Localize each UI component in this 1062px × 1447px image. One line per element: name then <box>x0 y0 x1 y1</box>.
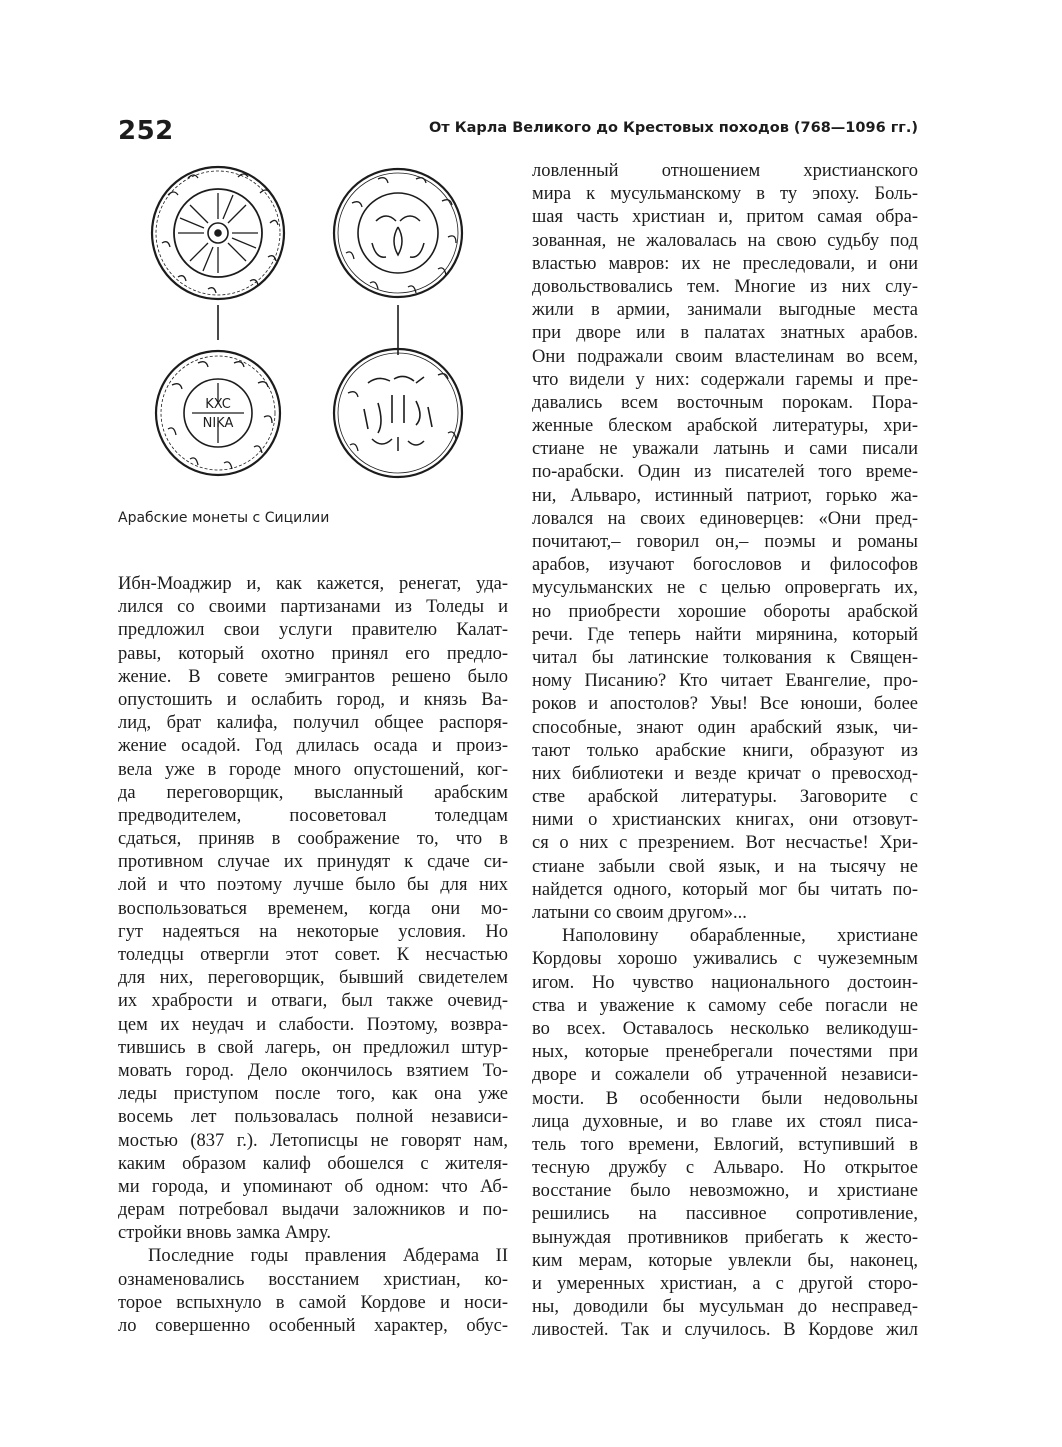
text-line: них библиотеки и везде кричат о превосход- <box>532 763 918 784</box>
text-line: вынуждая противников прибегать к жесто- <box>532 1227 918 1248</box>
text-line: восемь лет пользовалась полной независи- <box>118 1107 508 1128</box>
text-line: Они подражали своим властелинам во всем, <box>532 346 918 367</box>
text-line: женные блеском арабской литературы, хри- <box>532 416 918 437</box>
text-line: толедцы отвергли этот совет. К несчастью <box>118 945 508 965</box>
text-line: противном случае их принудят к сдаче си- <box>118 852 508 873</box>
text-line: цем их неудач и слабости. Поэтому, возвра- <box>118 1014 508 1035</box>
text-line: ся о них с презрением. Вот несчастье! Хри- <box>532 833 918 854</box>
text-line: способные, знают один арабский язык, чи- <box>532 717 918 738</box>
text-line: Ибн-Моаджир и, как кажется, ренегат, уда- <box>118 574 508 594</box>
coin-top-right <box>334 169 462 297</box>
coin-bottom-left <box>156 351 280 475</box>
text-line: жение. В совете эмигрантов решено было <box>118 666 508 687</box>
text-line: читал бы латинские толкования к Священ- <box>532 647 918 668</box>
text-line: ми города, и упоминают об одном: что Аб- <box>118 1176 508 1197</box>
text-line: игом. Но чувство национального достоин- <box>532 972 918 993</box>
text-line: мовать город. Дело окончилось взятием То- <box>118 1060 508 1081</box>
text-line: зованная, не жаловалась на свою судьбу под <box>532 230 918 251</box>
figure-caption: Арабские монеты с Сицилии <box>118 510 330 526</box>
text-line: довольствовались тем. Многие из них слу- <box>532 276 918 297</box>
text-line: во всех. Оставалось несколько великодуш- <box>532 1018 918 1039</box>
text-line: жили в армии, занимали выгодные места <box>532 300 918 321</box>
text-line: тившись в свой лагерь, он предложил штур- <box>118 1037 508 1058</box>
text-line: ловался на своих единоверцев: «Они пред- <box>532 508 918 529</box>
text-line: и умеренных христиан, а с другой сторо- <box>532 1274 918 1294</box>
coin-bottom-right <box>334 349 462 477</box>
text-line: опустошить и ослабить город, и князь Ва- <box>118 689 508 710</box>
text-line: Кордовы хорошо уживались с чужеземным <box>532 949 918 970</box>
text-line: ных, которые пренебрегали почестями при <box>532 1042 918 1063</box>
text-line: по-арабски. Один из писателей того време- <box>532 462 918 483</box>
text-line: ловленный отношением христианского <box>532 161 918 181</box>
text-line: равы, который охотно принял его предло- <box>118 643 508 664</box>
text-line: Наполовину обарабленные, христиане <box>562 926 918 947</box>
right-text-column <box>532 160 918 1343</box>
text-line: но приобрести хорошие обороты арабской <box>532 601 918 622</box>
coins-illustration <box>118 155 508 500</box>
text-line: стройки вновь замка Амру. <box>118 1223 331 1244</box>
text-line: для них, переговорщик, бывший свидетелем <box>118 968 508 989</box>
text-line: латыни со своим другом»... <box>532 903 747 923</box>
text-line: лой и что поэтому лучше было бы для них <box>118 875 508 896</box>
left-text-column <box>118 573 508 1338</box>
text-line: дворе и сожалели об утраченной независи- <box>532 1065 918 1086</box>
text-line: торое вспыхнуло в самой Кордове и носи- <box>118 1292 508 1313</box>
text-line: жение осадой. Год длилась осада и произ- <box>118 736 508 757</box>
text-line: речи. Где теперь найти мирянина, который <box>532 624 918 645</box>
text-line: предводителем, посоветовал толедцам <box>118 805 508 826</box>
text-line: властью мавров: их не преследовали, и они <box>532 253 918 274</box>
text-line: ному Писанию? Кто читает Евангелие, про- <box>532 671 918 692</box>
text-line: мира к мусульманскому в ту эпоху. Боль- <box>532 184 918 205</box>
text-line: ны, доводили бы мусульман до несправед- <box>532 1297 918 1318</box>
text-line: стиане забыли свой язык, и на тысячу не <box>532 856 918 877</box>
text-line: ни, Альваро, истинный патриот, горько жа- <box>532 485 918 506</box>
running-title: От Карла Великого до Крестовых походов (768—1096 гг.) <box>428 120 918 136</box>
text-line: да переговорщик, высланный арабским <box>118 782 508 803</box>
text-line: тесную дружбу с Альваро. Но открытое <box>532 1158 918 1179</box>
page-number: 252 <box>118 116 174 146</box>
coin-top-left <box>152 167 284 299</box>
text-line: роков и апостолов? Увы! Все юноши, более <box>532 694 918 715</box>
text-line: леды приступом после того, как она уже <box>118 1084 508 1105</box>
text-line: лица духовные, и во главе их стоял писа- <box>532 1111 918 1132</box>
text-line: гут надеяться на некоторые условия. Но <box>118 921 508 942</box>
text-line: ства и уважение к самому себе погасли не <box>532 995 918 1016</box>
text-line: ними о христианских книгах, они отзовут- <box>532 810 918 831</box>
text-line: мостью (837 г.). Летописцы не говорят нам, <box>118 1130 508 1151</box>
text-line: тают только арабские книги, образуют из <box>532 740 918 761</box>
text-line: восстание было невозможно, и христиане <box>532 1181 918 1202</box>
text-line: стиане не уважали латынь и сами писали <box>532 439 918 460</box>
text-line: найдется одного, который мог бы читать по- <box>532 879 918 900</box>
text-line: ливостей. Так и случилось. В Кордове жил <box>532 1320 918 1341</box>
text-line: ким мерам, которые увлекли бы, наконец, <box>532 1250 918 1271</box>
text-line: вела уже в городе много опустошений, ког- <box>118 759 508 780</box>
text-line: их храбрости и отваги, был также очевид- <box>118 991 508 1012</box>
text-line: что видели у них: содержали гаремы и пре- <box>532 369 918 390</box>
text-line: тель того времени, Евлогий, вступивший в <box>532 1134 918 1155</box>
coin-inscription-bottom: NIKA <box>202 416 234 431</box>
text-line: мусульманских не с целью опровергать их, <box>532 578 918 599</box>
text-line: воспользоваться временем, когда они мо- <box>118 898 508 919</box>
text-line: Последние годы правления Абдерама II <box>148 1246 508 1267</box>
text-line: почитают,– говорил он,– поэмы и романы <box>532 532 918 552</box>
text-line: при дворе или в палатах знатных арабов. <box>532 323 918 344</box>
text-line: сдаться, приняв в соображение то, что в <box>118 829 508 850</box>
text-line: шая часть христиан и, притом самая обра- <box>532 207 918 228</box>
text-line: стве арабской литературы. Заговорите с <box>532 787 918 808</box>
coin-inscription-top: KXC <box>205 397 231 412</box>
text-line: ло совершенно особенный характер, обус- <box>118 1316 508 1336</box>
text-line: арабов, изучают богословов и философов <box>532 555 918 576</box>
text-line: предложил свои услуги правителю Калат- <box>118 620 508 641</box>
text-line: дерам потребовал выдачи заложников и по- <box>118 1200 508 1221</box>
text-line: давались всем восточным порокам. Пора- <box>532 392 918 413</box>
text-line: лид, брат калифа, получил общее распоря- <box>118 713 508 734</box>
coin-figure <box>118 155 508 500</box>
text-line: мости. В особенности были недовольны <box>532 1088 918 1109</box>
text-line: лился со своими партизанами из Толеды и <box>118 597 508 618</box>
text-line: каким образом калиф обошелся с жителя- <box>118 1153 508 1174</box>
text-line: решились на пассивное сопротивление, <box>532 1204 918 1225</box>
text-line: ознаменовались восстанием христиан, ко- <box>118 1269 508 1290</box>
